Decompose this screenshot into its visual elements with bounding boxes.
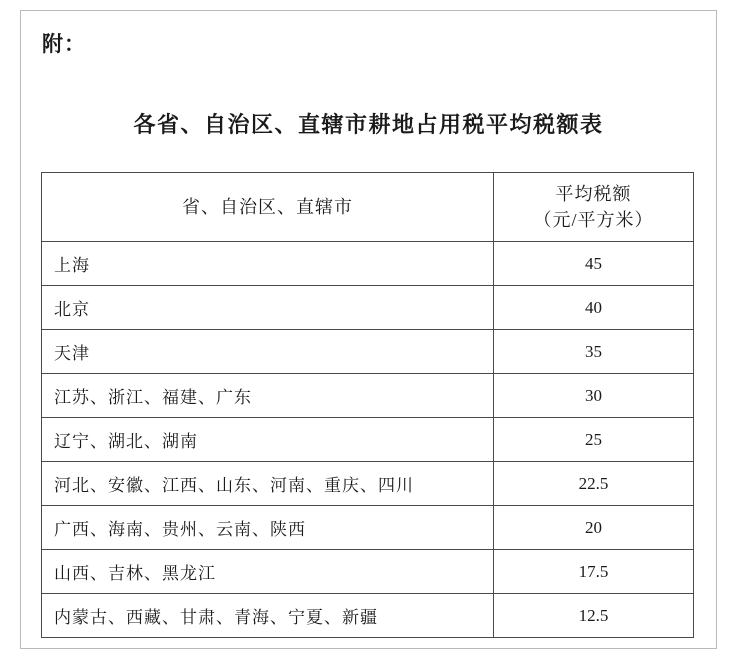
table-row <box>42 242 694 286</box>
cell-region: 广西、海南、贵州、云南、陕西 <box>42 506 494 550</box>
cell-amount: 12.5 <box>494 594 694 638</box>
cell-region: 上海 <box>42 242 494 286</box>
column-header-amount-line1: 平均税额 <box>555 183 632 204</box>
cell-amount: 35 <box>494 330 694 374</box>
attachment-label: 附： <box>42 32 86 56</box>
table-row <box>42 374 694 418</box>
cell-region: 辽宁、湖北、湖南 <box>42 418 494 462</box>
cell-amount: 22.5 <box>494 462 694 506</box>
cell-region: 北京 <box>42 286 494 330</box>
table-header-row <box>42 173 694 242</box>
page-title: 各省、自治区、直辖市耕地占用税平均税额表 <box>133 112 604 137</box>
cell-region: 河北、安徽、江西、山东、河南、重庆、四川 <box>42 462 494 506</box>
cell-amount: 17.5 <box>494 550 694 594</box>
table-row <box>42 594 694 638</box>
table-row <box>42 330 694 374</box>
column-header-amount <box>494 173 694 242</box>
table-row <box>42 462 694 506</box>
column-header-amount-line2: （元/平方米） <box>533 210 654 230</box>
table-row <box>42 286 694 330</box>
tax-table-container <box>41 172 693 638</box>
column-header-region-text: 省、自治区、直辖市 <box>182 196 353 217</box>
table-row <box>42 506 694 550</box>
cell-region: 江苏、浙江、福建、广东 <box>42 374 494 418</box>
table-header <box>42 173 694 242</box>
cell-region: 天津 <box>42 330 494 374</box>
column-header-region <box>42 173 494 242</box>
cell-amount: 30 <box>494 374 694 418</box>
cell-region: 内蒙古、西藏、甘肃、青海、宁夏、新疆 <box>42 594 494 638</box>
table-row <box>42 550 694 594</box>
cell-region: 山西、吉林、黑龙江 <box>42 550 494 594</box>
cell-amount: 25 <box>494 418 694 462</box>
cell-amount: 45 <box>494 242 694 286</box>
table-body <box>42 242 694 638</box>
tax-rate-table <box>41 172 694 638</box>
table-row <box>42 418 694 462</box>
cell-amount: 20 <box>494 506 694 550</box>
cell-amount: 40 <box>494 286 694 330</box>
